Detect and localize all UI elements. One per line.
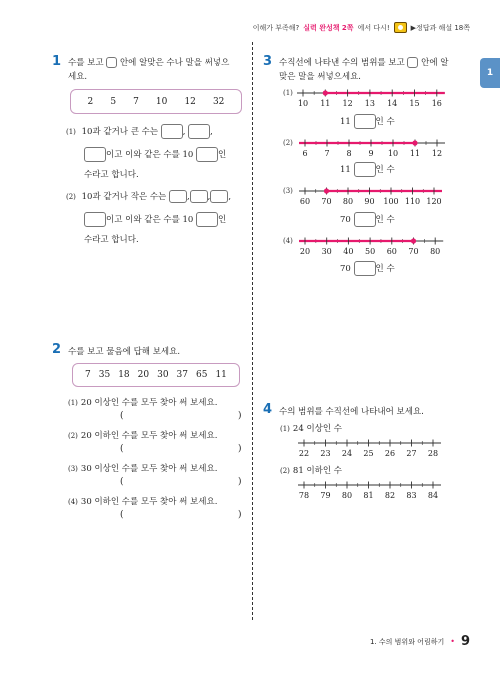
answer-blank[interactable] bbox=[354, 212, 376, 227]
sub-marker: (4) bbox=[283, 237, 293, 245]
q4-sub2-label bbox=[280, 464, 342, 478]
header-bar bbox=[253, 22, 470, 33]
q1-sub1-text-b: 이고 이와 같은 수를 10 bbox=[106, 150, 194, 160]
q3-numberline-4 bbox=[283, 234, 453, 262]
q4-numberline-2[interactable] bbox=[290, 478, 450, 504]
q1-sub1-text-a: 10과 같거나 큰 수는 bbox=[81, 127, 159, 137]
prompt-box-icon bbox=[106, 57, 117, 68]
answer-suffix: 인 수 bbox=[375, 165, 395, 175]
paren-close: ) bbox=[238, 444, 242, 454]
answer-number: 70 bbox=[340, 264, 351, 274]
question-1-prompt bbox=[68, 56, 248, 84]
question-1-prompt-c: 세요. bbox=[68, 72, 88, 82]
number: 5 bbox=[110, 96, 117, 107]
question-4-number: 4 bbox=[263, 402, 273, 417]
answer-reference: ▶정답과 해설 18쪽 bbox=[410, 23, 470, 32]
sub-marker: (2) bbox=[280, 467, 290, 475]
header-prefix: 이해가 부족해? bbox=[252, 23, 300, 32]
paren-close: ) bbox=[238, 510, 242, 520]
tick-label: 30 bbox=[321, 247, 332, 256]
tick-label: 83 bbox=[406, 491, 417, 500]
answer-blank[interactable] bbox=[188, 124, 210, 139]
tick-label: 90 bbox=[364, 197, 375, 206]
q1-sub2-text-c: 인 bbox=[218, 215, 227, 225]
q4-sub1-text: 24 이상인 수 bbox=[292, 424, 342, 434]
q3-numberline-3 bbox=[283, 184, 453, 212]
q2-number-set bbox=[72, 363, 240, 387]
tick-label: 9 bbox=[368, 149, 374, 158]
tick-label: 24 bbox=[341, 449, 353, 458]
answer-blank[interactable] bbox=[210, 190, 228, 203]
tick-label: 13 bbox=[364, 99, 375, 108]
q1-sub2-line2 bbox=[84, 212, 254, 227]
tick-label: 11 bbox=[409, 149, 421, 158]
number: 20 bbox=[137, 370, 150, 380]
footer-dot: • bbox=[450, 637, 455, 646]
answer-number: 70 bbox=[340, 215, 351, 225]
tick-label: 82 bbox=[384, 491, 396, 500]
tick-label: 100 bbox=[383, 197, 399, 206]
tick-label: 12 bbox=[342, 99, 353, 108]
q3-answer-3 bbox=[340, 212, 395, 227]
sub-marker: (4) bbox=[68, 498, 78, 506]
header-suffix: 에서 다시! bbox=[357, 23, 390, 32]
sub-marker: (1) bbox=[280, 425, 290, 433]
tick-label: 40 bbox=[343, 247, 354, 256]
tick-label: 84 bbox=[427, 491, 439, 500]
range-endpoint-dot bbox=[324, 188, 329, 193]
sub-marker: (2) bbox=[68, 432, 78, 440]
number: 2 bbox=[87, 96, 94, 107]
range-endpoint-dot bbox=[323, 90, 328, 95]
answer-suffix: 인 수 bbox=[375, 117, 395, 127]
question-3-prompt-c: 맞은 말을 써넣으세요. bbox=[279, 72, 362, 82]
q2-sub4 bbox=[68, 495, 217, 509]
question-2-number: 2 bbox=[52, 342, 62, 357]
q1-sub2-text-b: 이고 이와 같은 수를 10 bbox=[106, 215, 194, 225]
q2-sub2-text: 20 이하인 수를 모두 찾아 써 보세요. bbox=[80, 431, 218, 441]
q2-sub1-text: 20 이상인 수를 모두 찾아 써 보세요. bbox=[80, 398, 218, 408]
tick-label: 78 bbox=[298, 491, 310, 500]
sub-marker: (3) bbox=[283, 187, 293, 195]
tick-label: 26 bbox=[384, 449, 396, 458]
q2-sub3 bbox=[68, 462, 217, 476]
tick-label: 22 bbox=[298, 449, 310, 458]
sub-marker: (1) bbox=[283, 89, 293, 97]
tick-label: 15 bbox=[409, 99, 420, 108]
tick-label: 12 bbox=[431, 149, 443, 158]
tick-label: 10 bbox=[387, 149, 399, 158]
tick-label: 25 bbox=[363, 449, 374, 458]
book-icon bbox=[394, 22, 407, 33]
tick-label: 70 bbox=[321, 197, 332, 206]
q1-sub2-text-a: 10과 같거나 작은 수는 bbox=[81, 192, 167, 202]
answer-blank[interactable] bbox=[196, 212, 218, 227]
number: 10 bbox=[155, 96, 168, 107]
sub-marker: (1) bbox=[68, 399, 78, 407]
tick-label: 110 bbox=[404, 197, 421, 206]
q4-sub2-text: 81 이하인 수 bbox=[292, 466, 342, 476]
number: 32 bbox=[212, 96, 225, 107]
tick-label: 70 bbox=[408, 247, 419, 256]
question-1-number: 1 bbox=[52, 54, 62, 69]
number: 37 bbox=[176, 370, 188, 380]
answer-suffix: 인 수 bbox=[375, 215, 395, 225]
question-4-prompt: 수의 범위를 수직선에 나타내어 보세요. bbox=[279, 407, 424, 417]
q4-sub1-label bbox=[280, 422, 342, 436]
tick-label: 60 bbox=[386, 247, 397, 256]
tick-label: 7 bbox=[324, 149, 330, 158]
page-number: 9 bbox=[460, 634, 470, 649]
paren-open: ( bbox=[120, 477, 124, 487]
answer-suffix: 인 수 bbox=[375, 264, 395, 274]
q3-answer-4 bbox=[340, 261, 395, 276]
tick-label: 81 bbox=[363, 491, 374, 500]
tick-label: 16 bbox=[431, 99, 442, 108]
tick-label: 28 bbox=[427, 449, 439, 458]
tick-label: 23 bbox=[320, 449, 331, 458]
question-2-prompt: 수를 보고 물음에 답해 보세요. bbox=[68, 347, 181, 357]
tick-label: 20 bbox=[299, 247, 311, 256]
q3-answer-2 bbox=[340, 162, 395, 177]
question-3-prompt bbox=[279, 56, 464, 84]
number: 11 bbox=[215, 370, 227, 380]
paren-open: ( bbox=[120, 411, 124, 421]
question-3-prompt-a: 수직선에 나타낸 수의 범위를 보고 bbox=[279, 58, 405, 68]
tick-label: 8 bbox=[346, 149, 352, 158]
answer-blank[interactable] bbox=[84, 147, 106, 162]
header-highlight: 실력 완성책 2쪽 bbox=[303, 23, 354, 32]
answer-blank[interactable] bbox=[354, 114, 376, 129]
number: 18 bbox=[118, 370, 130, 380]
q2-sub1 bbox=[68, 396, 217, 410]
q1-sub2-line3: 수라고 합니다. bbox=[84, 235, 139, 245]
answer-blank[interactable] bbox=[169, 190, 187, 203]
tick-label: 80 bbox=[342, 197, 354, 206]
chapter-tab: 1 bbox=[480, 58, 500, 88]
answer-blank[interactable] bbox=[84, 212, 106, 227]
q2-sub4-text: 30 이하인 수를 모두 찾아 써 보세요. bbox=[80, 497, 218, 507]
number: 7 bbox=[85, 370, 91, 380]
number: 30 bbox=[157, 370, 169, 380]
q1-sub1-line1: (1) 10과 같거나 큰 수는 , , bbox=[66, 124, 246, 139]
number: 12 bbox=[184, 96, 196, 107]
prompt-box-icon bbox=[407, 57, 418, 68]
q2-sub2 bbox=[68, 429, 217, 443]
sub-marker: (1) bbox=[66, 128, 76, 136]
tick-label: 6 bbox=[302, 149, 308, 158]
q2-sub3-text: 30 이상인 수를 모두 찾아 써 보세요. bbox=[80, 464, 218, 474]
column-divider bbox=[252, 42, 253, 620]
tick-label: 10 bbox=[297, 99, 309, 108]
paren-open: ( bbox=[120, 510, 124, 520]
q1-sub1-line3: 수라고 합니다. bbox=[84, 170, 139, 180]
answer-blank[interactable] bbox=[196, 147, 218, 162]
answer-blank[interactable] bbox=[161, 124, 183, 139]
sub-marker: (2) bbox=[283, 139, 293, 147]
tick-label: 80 bbox=[341, 491, 353, 500]
question-3-number: 3 bbox=[263, 54, 273, 69]
range-endpoint-dot bbox=[411, 238, 416, 243]
tick-label: 14 bbox=[387, 99, 398, 108]
answer-blank[interactable] bbox=[190, 190, 208, 203]
q3-numberline-2 bbox=[283, 136, 453, 164]
tick-label: 50 bbox=[365, 247, 376, 256]
q1-sub2-line1: (2) 10과 같거나 작은 수는 , , , bbox=[66, 192, 232, 202]
chapter-title: 1. 수의 범위와 어림하기 bbox=[370, 637, 445, 646]
paren-close: ) bbox=[238, 477, 242, 487]
paren-close: ) bbox=[238, 411, 242, 421]
footer bbox=[370, 634, 470, 649]
range-endpoint-dot bbox=[412, 140, 417, 145]
q1-number-set bbox=[70, 89, 242, 114]
question-3-prompt-b: 안에 알 bbox=[421, 58, 449, 68]
tick-label: 80 bbox=[430, 247, 441, 256]
paren-open: ( bbox=[120, 444, 124, 454]
number: 7 bbox=[133, 96, 139, 107]
tick-label: 27 bbox=[406, 449, 417, 458]
question-1-prompt-a: 수를 보고 bbox=[68, 58, 104, 68]
q1-sub1-text-c: 인 bbox=[218, 150, 227, 160]
answer-blank[interactable] bbox=[354, 162, 376, 177]
sub-marker: (3) bbox=[68, 465, 78, 473]
tick-label: 60 bbox=[299, 197, 311, 206]
sub-marker: (2) bbox=[66, 193, 76, 201]
answer-number: 11 bbox=[340, 165, 351, 175]
question-1-prompt-b: 안에 알맞은 수나 말을 써넣으 bbox=[119, 58, 230, 68]
tick-label: 120 bbox=[426, 197, 442, 206]
tick-label: 11 bbox=[320, 99, 331, 108]
number: 35 bbox=[98, 370, 111, 380]
q1-sub1-line2 bbox=[84, 147, 254, 162]
answer-number: 11 bbox=[340, 117, 351, 127]
number: 65 bbox=[196, 370, 208, 380]
q3-answer-1 bbox=[340, 114, 395, 129]
q3-numberline-1 bbox=[283, 86, 453, 114]
answer-blank[interactable] bbox=[354, 261, 376, 276]
tick-label: 79 bbox=[320, 491, 331, 500]
q4-numberline-1[interactable] bbox=[290, 436, 450, 462]
